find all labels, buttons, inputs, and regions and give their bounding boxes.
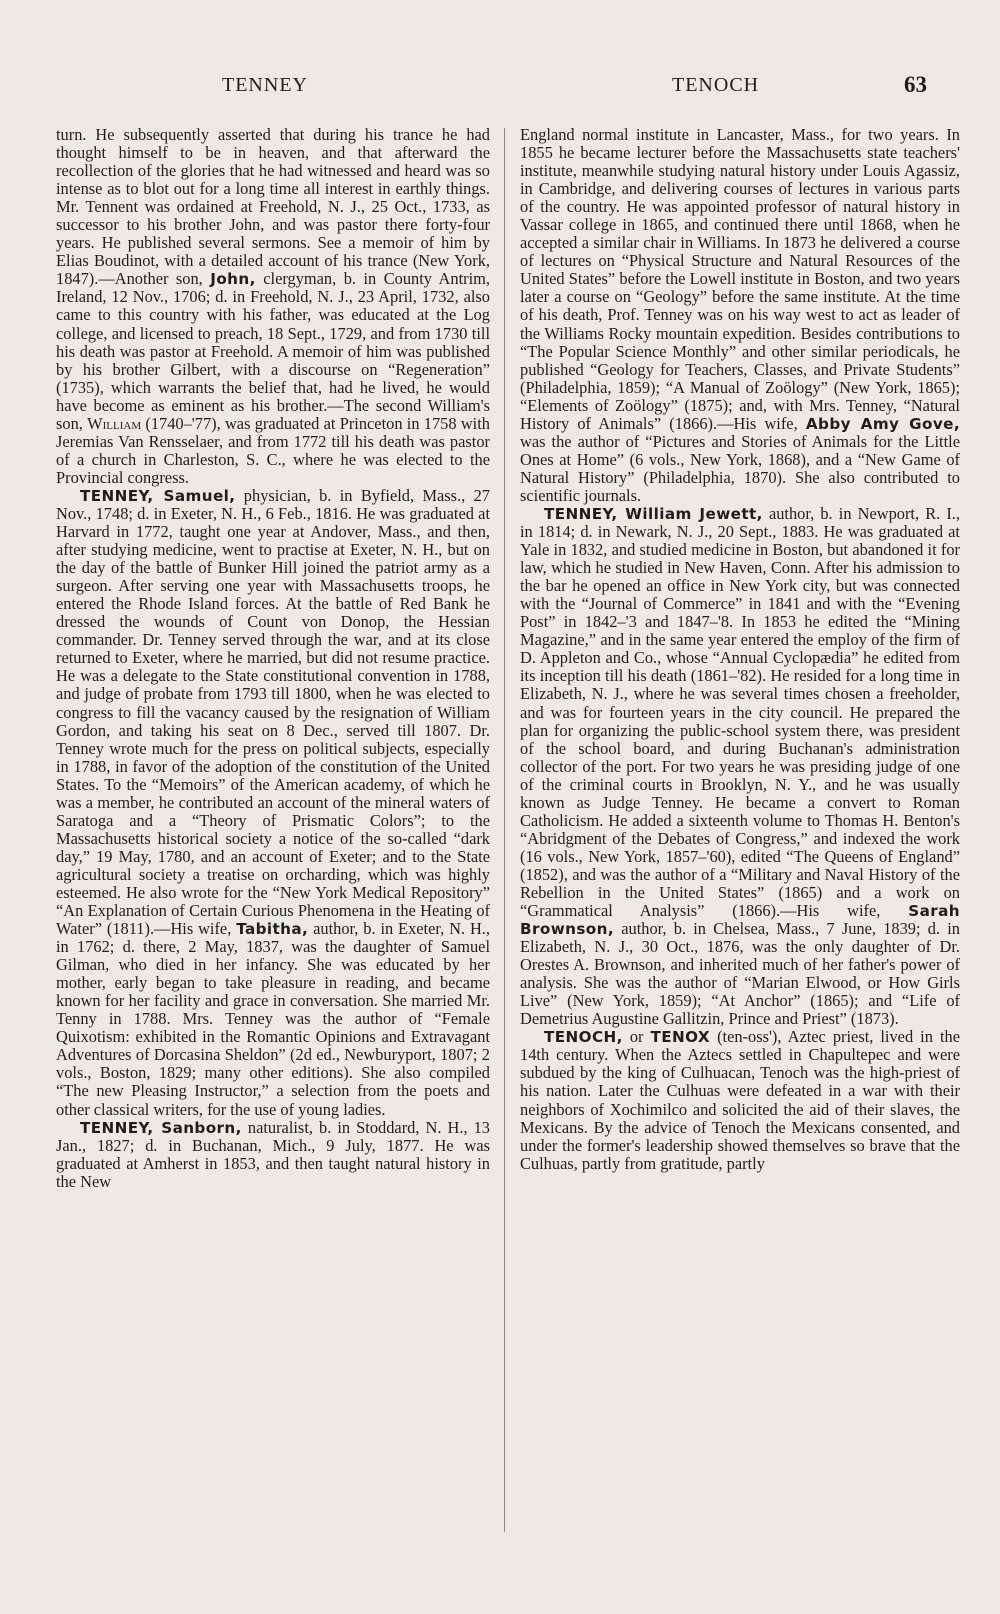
continued-paragraph bbox=[56, 126, 490, 487]
running-head-right: TENOCH bbox=[672, 74, 760, 96]
column-divider bbox=[504, 128, 505, 1532]
entry-text: author, b. in Chelsea, Mass., 7 June, 1839; d. in Elizabeth, N. J., 30 Oct., 1876, was the only daughter of Dr. Orestes A. Brownson, and inherited much of her father's power of analysis. She was the author of “Marian Elwood, or How Girls Live” (New York, 1859); “At Anchor” (1865); and “Life of Demetrius Augustine Gallitzin, Prince and Priest” (1873). bbox=[520, 919, 960, 1029]
right-column bbox=[520, 126, 960, 1173]
entry-text: (ten-oss'), Aztec priest, lived in the 14th century. When the Aztecs settled in Chapultepec and were subdued by the king of Culhuacan, Tenoch was the high-priest of his nation. Later the Culhuas were defeated in a war with their neighbors of Xochimilco and solicited the aid of their slaves, the Mexicans. By the advice of Tenoch the Mexicans consented, and under the former's leadership showed themselves so brave that the Culhuas, partly from gratitude, partly bbox=[520, 1027, 960, 1173]
page-number: 63 bbox=[904, 72, 927, 97]
entry-tenney-sanborn bbox=[56, 1119, 490, 1191]
paragraph-text: was the author of “Pictures and Stories of Animals for the Little Ones at Home” (6 vols., New York, 1868), and a “New Game of Natural History” (Philadelphia, 1870). She also contributed to scientific journals. bbox=[520, 431, 960, 505]
running-head-left: TENNEY bbox=[222, 74, 308, 96]
entry-heading: TENNEY, Sanborn, bbox=[80, 1118, 242, 1137]
entry-tenney-samuel bbox=[56, 487, 490, 1119]
entry-subname-abby: Abby Amy Gove, bbox=[805, 414, 960, 433]
paragraph-text: (1740–'77), was graduated at Princeton in 1758 with Jeremias Van Rensselaer, and from 1772 till his death was pastor of a church in Charleston, S. C., where he was elected to the Provincial congress. bbox=[56, 413, 490, 487]
entry-heading-alt: TENOX bbox=[650, 1028, 711, 1047]
entry-subname-william: William bbox=[87, 413, 142, 433]
paragraph-text: England normal institute in Lancaster, Mass., for two years. In 1855 he became lecturer before the Massachusetts state teachers' institute, meanwhile studying natural history under Louis Agassiz, in Cambridge, and delivering courses of lectures in various parts of the country. He was appointed professor of natural history in Vassar college in 1865, and continued there until 1868, when he accepted a similar chair in Williams. In 1873 he delivered a course of lectures on “Physical Structure and Natural Resources of the United States” before the Lowell institute in Boston, and two years later a course on “Geology” before the same institute. At the time of his death, Prof. Tenney was on his way west to act as leader of the Williams Rocky mountain expedition. Besides contributions to “The Popular Science Monthly” and other similar periodicals, he published “Geology for Teachers, Classes, and Private Students” (Philadelphia, 1859); “A Manual of Zoölogy” (New York, 1865); “Elements of Zoölogy” (1875); and, with Mrs. Tenney, “Natural History of Animals” (1866).—His wife, bbox=[520, 125, 960, 433]
continued-paragraph bbox=[520, 126, 960, 505]
entry-text: author, b. in Exeter, N. H., in 1762; d. there, 2 May, 1837, was the daughter of Samuel Gilman, who died in her infancy. She was educated by her mother, early began to take pleasure in reading, and became known for her facility and grace in conversation. She married Mr. Tenny in 1788. Mrs. Tenney was the author of “Female Quixotism: exhibited in the Romantic Opinions and Extravagant Adventures of Dorcasina Sheldon” (2d ed., Newburyport, 1807; 2 vols., Boston, 1829; many other editions). She also compiled “The new Pleasing Instructor,” a selection from the poets and other classical writers, for the use of young ladies. bbox=[56, 919, 490, 1119]
left-column bbox=[56, 126, 490, 1191]
entry-text: physician, b. in Byfield, Mass., 27 Nov., 1748; d. in Exeter, N. H., 6 Feb., 1816. He was graduated at Harvard in 1772, taught one year at Andover, Mass., and then, after studying medicine, went to practise at Exeter, N. H., but on the day of the battle of Bunker Hill joined the patriot army as a surgeon. After serving one year with Massachusetts troops, he entered the Rhode Island forces. At the battle of Red Bank he dressed the wounds of Count von Donop, the Hessian commander. Dr. Tenney served through the war, and at its close returned to Exeter, where he married, but did not resume practice. He was a delegate to the State constitutional convention in 1788, and judge of probate from 1793 till 1800, when he was elected to congress to fill the vacancy caused by the resignation of William Gordon, and taking his seat on 8 Dec., served till 1807. Dr. Tenney wrote much for the press on political subjects, especially in 1788, in favor of the adoption of the constitution of the United States. To the “Memoirs” of the American academy, of which he was a member, he contributed an account of the mineral waters of Saratoga and a “Theory of Prismatic Colors”; to the Massachusetts historical society a notice of the so-called “dark day,” 19 May, 1780, and an account of Exeter; and to the State agricultural society a treatise on orcharding, which was highly esteemed. He also wrote for the “New York Medical Repository” “An Explanation of Certain Curious Phenomena in the Heating of Water” (1811).—His wife, bbox=[56, 485, 490, 939]
entry-heading: TENOCH, bbox=[544, 1028, 623, 1047]
entry-subname-sarah: Sarah Brownson, bbox=[520, 902, 960, 939]
paragraph-text: turn. He subsequently asserted that during his trance he had thought himself to be in heaven, and that afterward the recollection of the glories that he had witnessed and heard was so intense as to blot out for a long time all interest in earthly things. Mr. Tennent was ordained at Freehold, N. J., 25 Oct., 1733, as successor to his brother John, and was pastor there forty-four years. He published several sermons. See a memoir of him by Elias Boudinot, with a detailed account of his trance (New York, 1847).—Another son, bbox=[56, 125, 490, 289]
entry-text: naturalist, b. in Stoddard, N. H., 13 Jan., 1827; d. in Buchanan, Mich., 9 July, 1877. He was graduated at Amherst in 1853, and then taught natural history in the New bbox=[56, 1117, 490, 1191]
entry-text: author, b. in Newport, R. I., in 1814; d. in Newark, N. J., 20 Sept., 1883. He was graduated at Yale in 1832, and studied medicine in Boston, but abandoned it for law, which he studied in New Haven, Conn. After his admission to the bar he opened an office in New York city, but was connected with the “Journal of Commerce” in 1841 and with the “Evening Post” in 1842–'3 and 1847–'8. In 1853 he edited the “Mining Magazine,” and in the same year entered the employ of the firm of D. Appleton and Co., whose “Annual Cyclopædia” he edited from its inception till his death (1861–'82). He resided for a long time in Elizabeth, N. J., where he was several times chosen a freeholder, and was for fourteen years in the city council. He prepared the plan for organizing the public-school system there, was president of the school board, and during Buchanan's administration collector of the port. For two years he was presiding judge of one of the criminal courts in Brooklyn, N. Y., and he was usually known as Judge Tenney. He became a convert to Roman Catholicism. He added a sixteenth volume to Thomas H. Benton's “Abridgment of the Debates of Congress,” and indexed the work (16 vols., New York, 1857–'60), edited “The Queens of England” (1852), and was the author of a “Military and Naval History of the Rebellion in the United States” (1865) and a work on “Grammatical Analysis” (1866).—His wife, bbox=[520, 503, 960, 921]
entry-text: or bbox=[629, 1027, 644, 1047]
entry-tenoch bbox=[520, 1028, 960, 1172]
entry-subname-john: John, bbox=[210, 270, 256, 289]
entry-tenney-william-jewett bbox=[520, 505, 960, 1028]
entry-subname-tabitha: Tabitha, bbox=[236, 920, 309, 939]
paragraph-text: clergyman, b. in County Antrim, Ireland, 12 Nov., 1706; d. in Freehold, N. J., 23 April, 1732, also came to this country with his father, was educated at the Log college, and licensed to preach, 18 Sept., 1729, and from 1730 till his death was pastor at Freehold. A memoir of him was published by his brother Gilbert, with a discourse on “Regeneration” (1735), which warrants the belief that, had he lived, he would have become as eminent as his brother.—The second William's son, bbox=[56, 269, 490, 433]
entry-heading: TENNEY, Samuel, bbox=[80, 486, 236, 505]
entry-heading: TENNEY, William Jewett, bbox=[544, 504, 763, 523]
